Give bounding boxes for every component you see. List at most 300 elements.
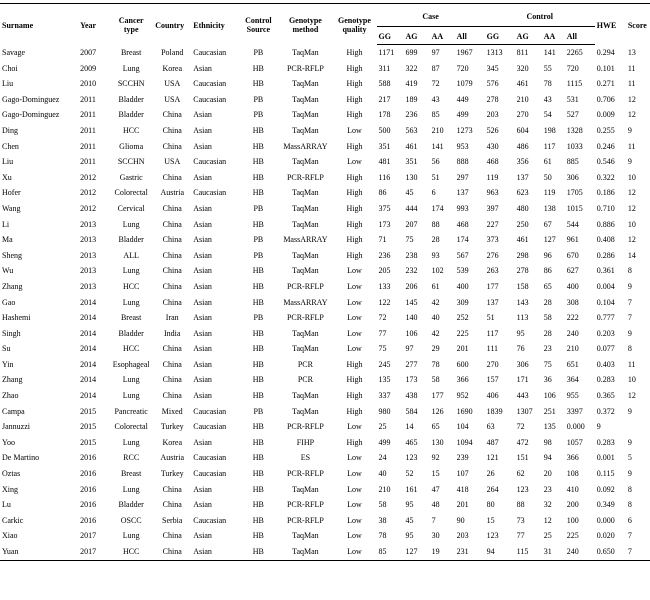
cell-cancer-type: Esophageal bbox=[112, 359, 150, 369]
cell-control-ag: 472 bbox=[516, 437, 529, 447]
table-row bbox=[0, 497, 650, 513]
cell-genotype-method: TaqMan bbox=[292, 391, 319, 401]
cell-control-source: HB bbox=[252, 500, 264, 510]
cell-control-all: 2265 bbox=[566, 48, 583, 57]
cell-surname: Gao bbox=[2, 297, 16, 307]
cell-case-gg: 77 bbox=[378, 328, 387, 338]
table-row bbox=[0, 404, 650, 420]
cell-control-aa: 65 bbox=[543, 281, 552, 291]
cell-hwe: 9 bbox=[596, 422, 601, 432]
cell-case-ag: 189 bbox=[405, 94, 418, 104]
cell-control-all: 240 bbox=[565, 544, 595, 560]
cell-ethnicity: Asian bbox=[193, 313, 212, 323]
cell-hwe: 0.009 bbox=[596, 110, 615, 120]
cell-control-all: 400 bbox=[566, 281, 579, 291]
cell-control-all: 306 bbox=[566, 172, 579, 182]
cell-control-all: 1328 bbox=[566, 125, 583, 135]
cell-surname: Wu bbox=[2, 266, 14, 276]
cell-genotype-method: PCR bbox=[297, 375, 313, 385]
table-row bbox=[0, 217, 650, 233]
cell-control-source: HB bbox=[252, 125, 264, 135]
cell-control-source: HB bbox=[252, 328, 264, 338]
cell-cancer-type: Lung bbox=[122, 391, 140, 401]
cell-case-all: 252 bbox=[456, 313, 469, 323]
cell-surname: Gago-Dominguez bbox=[2, 94, 60, 104]
cell-control-source: HB bbox=[252, 453, 264, 463]
cell-control-ag: 250 bbox=[516, 219, 529, 229]
col-group-case: Case bbox=[377, 4, 485, 27]
cell-country: China bbox=[162, 359, 182, 369]
cell-genotype-method: PCR-RFLP bbox=[286, 172, 324, 182]
cell-hwe: 0.246 bbox=[596, 141, 615, 151]
cell-control-all: 200 bbox=[566, 500, 579, 510]
cell-control-ag: 137 bbox=[516, 172, 529, 182]
cell-case-ag: 161 bbox=[405, 484, 418, 494]
cell-country: USA bbox=[164, 79, 181, 89]
table-row bbox=[0, 45, 650, 61]
cell-genotype-method: TaqMan bbox=[292, 406, 319, 416]
cell-hwe: 0.322 bbox=[596, 172, 615, 182]
cell-ethnicity: Asian bbox=[193, 484, 212, 494]
cell-hwe: 0.365 bbox=[596, 391, 615, 401]
cell-surname: Ma bbox=[2, 235, 13, 245]
cell-control-gg: 263 bbox=[486, 266, 499, 276]
cell-control-ag: 113 bbox=[516, 313, 529, 323]
cell-control-gg: 278 bbox=[486, 94, 499, 104]
cell-case-gg: 588 bbox=[378, 79, 391, 89]
cell-cancer-type: Bladder bbox=[118, 328, 144, 338]
cell-country: China bbox=[162, 281, 182, 291]
cell-year: 2012 bbox=[80, 172, 97, 182]
cell-control-aa: 75 bbox=[543, 359, 552, 369]
cell-genotype-quality: Low bbox=[347, 500, 362, 510]
cell-ethnicity: Asian bbox=[193, 266, 212, 276]
table-row bbox=[0, 123, 650, 139]
cell-ethnicity: Caucasian bbox=[193, 47, 227, 57]
cell-hwe: 0.294 bbox=[596, 47, 615, 57]
cell-cancer-type: Lung bbox=[122, 375, 140, 385]
cell-country: China bbox=[162, 110, 182, 120]
cell-hwe: 0.203 bbox=[596, 328, 615, 338]
cell-case-ag: 127 bbox=[404, 544, 430, 560]
cell-control-ag: 158 bbox=[516, 281, 529, 291]
cell-control-aa: 54 bbox=[543, 110, 552, 120]
cell-score: 10 bbox=[627, 219, 636, 229]
col-header-genotype-quality: Genotype quality bbox=[332, 4, 376, 45]
cell-control-source: HB bbox=[252, 188, 264, 198]
cell-case-all: 309 bbox=[456, 297, 469, 307]
cell-case-gg: 72 bbox=[378, 313, 387, 323]
cell-case-aa: 85 bbox=[431, 110, 440, 120]
cell-cancer-type: Colorectal bbox=[114, 422, 148, 432]
cell-case-all: 418 bbox=[456, 484, 469, 494]
cell-year: 2016 bbox=[80, 469, 97, 479]
cell-cancer-type: Lung bbox=[122, 297, 140, 307]
cell-control-source: HB bbox=[252, 359, 264, 369]
cell-control-all: 1033 bbox=[566, 141, 583, 151]
cell-cancer-type: Lung bbox=[122, 531, 140, 541]
cell-case-gg: 245 bbox=[378, 359, 391, 369]
cell-case-ag: 140 bbox=[405, 313, 418, 323]
cell-genotype-quality: High bbox=[346, 63, 363, 73]
cell-genotype-quality: Low bbox=[347, 422, 362, 432]
cell-score: 13 bbox=[627, 47, 636, 57]
cell-case-ag: 130 bbox=[405, 172, 418, 182]
cell-control-ag: 151 bbox=[516, 453, 529, 463]
cell-control-aa: 23 bbox=[543, 484, 552, 494]
cell-cancer-type: Lung bbox=[122, 437, 140, 447]
cell-surname: Campa bbox=[2, 406, 25, 416]
cell-control-ag: 210 bbox=[516, 94, 529, 104]
cell-control-source: HB bbox=[252, 437, 264, 447]
cell-cancer-type: HCC bbox=[109, 544, 153, 560]
cell-control-aa: 119 bbox=[543, 188, 556, 198]
cell-score: 8 bbox=[627, 266, 632, 276]
cell-ethnicity: Asian bbox=[193, 359, 212, 369]
cell-case-all: 366 bbox=[456, 375, 469, 385]
cell-surname: Sheng bbox=[2, 250, 22, 260]
cell-control-all: 885 bbox=[566, 157, 579, 167]
cell-control-source: PB bbox=[253, 250, 264, 260]
cell-case-ag: 123 bbox=[405, 453, 418, 463]
table-row bbox=[0, 61, 650, 77]
cell-cancer-type: HCC bbox=[122, 344, 140, 354]
cell-control-gg: 137 bbox=[486, 297, 499, 307]
cell-cancer-type: Pancreatic bbox=[114, 406, 148, 416]
cell-control-aa: 138 bbox=[543, 203, 556, 213]
cell-case-gg: 71 bbox=[378, 235, 387, 245]
cell-genotype-method: PCR bbox=[297, 359, 313, 369]
cell-hwe: 0.101 bbox=[596, 63, 615, 73]
cell-surname: Chen bbox=[2, 141, 19, 151]
cell-control-gg: 526 bbox=[486, 125, 499, 135]
cell-case-aa: 43 bbox=[431, 94, 440, 104]
cell-year: 2014 bbox=[80, 359, 97, 369]
cell-ethnicity: Asian bbox=[193, 297, 212, 307]
cell-control-source: PB bbox=[253, 235, 264, 245]
cell-score: 10 bbox=[627, 172, 636, 182]
cell-control-aa: 96 bbox=[543, 250, 552, 260]
cell-control-aa: 94 bbox=[543, 453, 552, 463]
cell-surname: Xing bbox=[2, 484, 18, 494]
cell-year: 2014 bbox=[80, 375, 97, 385]
cell-genotype-quality: Low bbox=[347, 328, 362, 338]
col-header-score: Score bbox=[626, 4, 650, 45]
cell-control-ag: 115 bbox=[515, 544, 542, 560]
cell-control-gg: 121 bbox=[486, 453, 499, 463]
cell-genotype-method: TaqMan bbox=[292, 125, 319, 135]
cell-case-aa: 48 bbox=[431, 500, 440, 510]
cell-genotype-quality: Low bbox=[347, 266, 362, 276]
cell-case-gg: 499 bbox=[378, 437, 391, 447]
cell-control-ag: 1307 bbox=[516, 406, 533, 416]
cell-year: 2011 bbox=[80, 125, 96, 135]
cell-case-all: 600 bbox=[456, 359, 469, 369]
cell-score: 7 bbox=[627, 531, 632, 541]
cell-control-gg: 468 bbox=[486, 157, 499, 167]
cell-year: 2016 bbox=[80, 484, 97, 494]
cell-case-all: 107 bbox=[456, 469, 469, 479]
cell-case-aa: 29 bbox=[431, 344, 440, 354]
cell-case-aa: 92 bbox=[431, 453, 440, 463]
col-header-case-ag: AG bbox=[404, 27, 430, 45]
cell-cancer-type: Lung bbox=[122, 219, 140, 229]
cell-control-aa: 50 bbox=[543, 172, 552, 182]
cell-score: 8 bbox=[627, 500, 632, 510]
cell-case-aa: 210 bbox=[431, 125, 444, 135]
cell-ethnicity: Asian bbox=[193, 375, 212, 385]
cell-case-ag: 97 bbox=[405, 344, 414, 354]
cell-case-gg: 58 bbox=[378, 500, 387, 510]
cell-year: 2016 bbox=[80, 515, 97, 525]
cell-control-gg: 117 bbox=[486, 328, 499, 338]
cell-year: 2013 bbox=[80, 235, 97, 245]
cell-genotype-quality: High bbox=[346, 375, 363, 385]
cell-hwe: 0.004 bbox=[596, 281, 615, 291]
cell-control-aa: 117 bbox=[543, 141, 556, 151]
cell-control-all: 240 bbox=[566, 328, 579, 338]
cell-surname: Jannuzzi bbox=[2, 422, 30, 432]
cell-genotype-method: MassARRAY bbox=[283, 235, 328, 245]
col-header-control-aa: AA bbox=[542, 27, 565, 45]
cell-case-all: 1273 bbox=[456, 125, 473, 135]
cell-genotype-quality: High bbox=[346, 110, 363, 120]
cell-control-ag: 306 bbox=[516, 359, 529, 369]
cell-case-aa: 78 bbox=[431, 359, 440, 369]
cell-case-aa: 47 bbox=[431, 484, 440, 494]
cell-hwe: 0.104 bbox=[596, 297, 615, 307]
cell-case-ag: 14 bbox=[405, 422, 414, 432]
cell-year: 2015 bbox=[80, 437, 97, 447]
cell-surname: Liu bbox=[2, 157, 14, 167]
cell-control-gg: 177 bbox=[486, 281, 499, 291]
table-row bbox=[0, 466, 650, 482]
cell-country: China bbox=[162, 297, 182, 307]
cell-control-all: 1705 bbox=[566, 188, 583, 198]
cell-hwe: 0.403 bbox=[596, 359, 615, 369]
table-row bbox=[0, 326, 650, 342]
cell-country: China bbox=[162, 141, 182, 151]
cell-control-gg: 203 bbox=[486, 110, 499, 120]
col-header-control-source: Control Source bbox=[238, 4, 278, 45]
cell-score: 11 bbox=[627, 79, 636, 89]
cell-case-ag: 563 bbox=[405, 125, 418, 135]
cell-score: 9 bbox=[627, 157, 632, 167]
cell-country: China bbox=[162, 531, 182, 541]
col-header-year: Year bbox=[78, 4, 109, 45]
cell-country: Iran bbox=[165, 313, 179, 323]
cell-case-gg: 116 bbox=[378, 172, 391, 182]
cell-hwe: 0.349 bbox=[596, 500, 615, 510]
cell-score: 12 bbox=[627, 94, 636, 104]
cell-control-all: 225 bbox=[566, 531, 579, 541]
cell-surname: Wang bbox=[2, 203, 21, 213]
cell-ethnicity: Asian bbox=[193, 437, 212, 447]
cell-cancer-type: Bladder bbox=[118, 500, 144, 510]
cell-surname: Oztas bbox=[2, 469, 21, 479]
cell-cancer-type: OSCC bbox=[120, 515, 142, 525]
cell-case-all: 449 bbox=[456, 94, 469, 104]
cell-ethnicity: Asian bbox=[193, 344, 212, 354]
cell-year: 2015 bbox=[80, 406, 97, 416]
cell-control-all: 720 bbox=[566, 63, 579, 73]
cell-hwe: 0.286 bbox=[596, 250, 615, 260]
cell-genotype-method: TaqMan bbox=[292, 219, 319, 229]
cell-case-ag: 238 bbox=[405, 250, 418, 260]
cell-case-aa: 58 bbox=[431, 375, 440, 385]
cell-control-ag: 461 bbox=[516, 79, 529, 89]
cell-country: China bbox=[162, 219, 182, 229]
cell-cancer-type: Lung bbox=[122, 266, 140, 276]
cell-case-ag: 351 bbox=[405, 157, 418, 167]
cell-case-ag: 277 bbox=[405, 359, 418, 369]
cell-ethnicity: Asian bbox=[193, 281, 212, 291]
cell-control-gg: 576 bbox=[486, 79, 499, 89]
cell-control-all: 210 bbox=[566, 344, 579, 354]
cell-score: 9 bbox=[627, 328, 632, 338]
cell-control-ag: 811 bbox=[516, 48, 529, 57]
cell-genotype-method: TaqMan bbox=[292, 266, 319, 276]
cell-control-gg: 94 bbox=[485, 544, 515, 560]
cell-case-all: 1094 bbox=[456, 437, 473, 447]
cell-year: 2013 bbox=[80, 281, 97, 291]
cell-country: India bbox=[164, 328, 181, 338]
cell-genotype-method: PCR-RFLP bbox=[286, 63, 324, 73]
cell-case-gg: 1171 bbox=[378, 48, 395, 57]
cell-case-aa: 141 bbox=[431, 141, 444, 151]
cell-country: China bbox=[162, 344, 182, 354]
cell-ethnicity: Asian bbox=[193, 219, 212, 229]
table-row bbox=[0, 232, 650, 248]
cell-cancer-type: Breast bbox=[120, 313, 142, 323]
cell-case-aa: 102 bbox=[431, 266, 444, 276]
table-row bbox=[0, 170, 650, 186]
cell-case-gg: 40 bbox=[378, 469, 387, 479]
cell-control-ag: 62 bbox=[516, 469, 525, 479]
cell-hwe: 0.020 bbox=[596, 531, 615, 541]
cell-control-source: HB bbox=[252, 422, 264, 432]
cell-case-all: 953 bbox=[456, 141, 469, 151]
table-row bbox=[0, 154, 650, 170]
cell-control-source: HB bbox=[252, 63, 264, 73]
cell-control-aa: 32 bbox=[543, 500, 552, 510]
cell-hwe: 0.000 bbox=[596, 515, 615, 525]
cell-surname: Xu bbox=[2, 172, 12, 182]
cell-case-ag: 699 bbox=[405, 48, 418, 57]
cell-control-gg: 406 bbox=[486, 391, 499, 401]
cell-case-all: 1967 bbox=[456, 48, 473, 57]
col-group-control: Control bbox=[485, 4, 595, 27]
cell-surname: De Martino bbox=[2, 453, 40, 463]
table-row bbox=[0, 388, 650, 404]
cell-control-all: 308 bbox=[566, 297, 579, 307]
cell-hwe: 0.650 bbox=[595, 544, 626, 560]
cell-ethnicity: Asian bbox=[193, 500, 212, 510]
cell-case-all: 174 bbox=[456, 235, 469, 245]
cell-case-ag: 438 bbox=[405, 391, 418, 401]
cell-control-all: 955 bbox=[566, 391, 579, 401]
cell-control-all: 3397 bbox=[566, 406, 583, 416]
cell-control-aa: 28 bbox=[543, 328, 552, 338]
cell-hwe: 0.408 bbox=[596, 235, 615, 245]
cell-genotype-method: ES bbox=[300, 453, 311, 463]
cell-genotype-quality: Low bbox=[347, 531, 362, 541]
cell-hwe: 0.186 bbox=[596, 188, 615, 198]
cell-year: 2014 bbox=[80, 313, 97, 323]
cell-case-aa: 88 bbox=[431, 219, 440, 229]
cell-case-all: 468 bbox=[456, 219, 469, 229]
study-characteristics-table bbox=[0, 3, 650, 561]
cell-case-aa: 65 bbox=[431, 422, 440, 432]
cell-control-ag: 73 bbox=[516, 515, 525, 525]
cell-case-all: 499 bbox=[456, 110, 469, 120]
cell-control-gg: 119 bbox=[486, 172, 499, 182]
table-row bbox=[0, 528, 650, 544]
cell-cancer-type: Bladder bbox=[118, 94, 144, 104]
cell-control-all: 961 bbox=[566, 235, 579, 245]
cell-case-aa: 51 bbox=[431, 172, 440, 182]
cell-cancer-type: HCC bbox=[122, 125, 140, 135]
cell-surname: Gago-Dominguez bbox=[2, 110, 60, 120]
cell-surname: Hashemi bbox=[2, 313, 31, 323]
cell-score: 11 bbox=[627, 359, 636, 369]
cell-ethnicity: Caucasian bbox=[193, 515, 227, 525]
col-header-surname: Surname bbox=[0, 4, 78, 45]
cell-score: 7 bbox=[627, 313, 632, 323]
cell-control-source: PB bbox=[253, 110, 264, 120]
cell-control-gg: 264 bbox=[486, 484, 499, 494]
cell-control-all: 222 bbox=[566, 313, 579, 323]
col-header-genotype-method: Genotype method bbox=[278, 4, 332, 45]
cell-score: 8 bbox=[627, 484, 632, 494]
cell-genotype-quality: High bbox=[346, 94, 363, 104]
cell-cancer-type: Lung bbox=[122, 484, 140, 494]
cell-control-source: HB bbox=[252, 79, 264, 89]
cell-control-aa: 12 bbox=[543, 515, 552, 525]
cell-control-ag: 443 bbox=[516, 391, 529, 401]
cell-control-all: 627 bbox=[566, 266, 579, 276]
cell-genotype-method: FIHP bbox=[296, 437, 315, 447]
cell-genotype-quality: High bbox=[346, 359, 363, 369]
cell-control-ag: 298 bbox=[516, 250, 529, 260]
cell-case-aa: 130 bbox=[431, 437, 444, 447]
cell-control-ag: 95 bbox=[516, 328, 525, 338]
cell-control-ag: 77 bbox=[516, 531, 525, 541]
cell-hwe: 0.255 bbox=[596, 125, 615, 135]
col-header-control-all: All bbox=[565, 27, 595, 45]
cell-cancer-type: Colorectal bbox=[114, 188, 148, 198]
cell-surname: Su bbox=[2, 344, 11, 354]
cell-country: Mixed bbox=[161, 406, 183, 416]
col-header-hwe: HWE bbox=[595, 4, 626, 45]
cell-cancer-type: Cervical bbox=[117, 203, 145, 213]
table-row bbox=[0, 341, 650, 357]
cell-genotype-method: PCR-RFLP bbox=[286, 281, 324, 291]
cell-genotype-method: MassARRAY bbox=[283, 141, 328, 151]
col-header-ethnicity: Ethnicity bbox=[191, 4, 238, 45]
cell-country: Austria bbox=[160, 188, 184, 198]
cell-control-source: HB bbox=[252, 484, 264, 494]
cell-control-aa: 20 bbox=[543, 469, 552, 479]
table-row bbox=[0, 185, 650, 201]
cell-hwe: 0.706 bbox=[596, 94, 615, 104]
cell-year: 2013 bbox=[80, 250, 97, 260]
cell-genotype-method: PCR-RFLP bbox=[286, 515, 324, 525]
cell-control-gg: 373 bbox=[486, 235, 499, 245]
cell-genotype-quality: High bbox=[346, 437, 363, 447]
cell-score: 14 bbox=[627, 250, 636, 260]
table-row bbox=[0, 248, 650, 264]
